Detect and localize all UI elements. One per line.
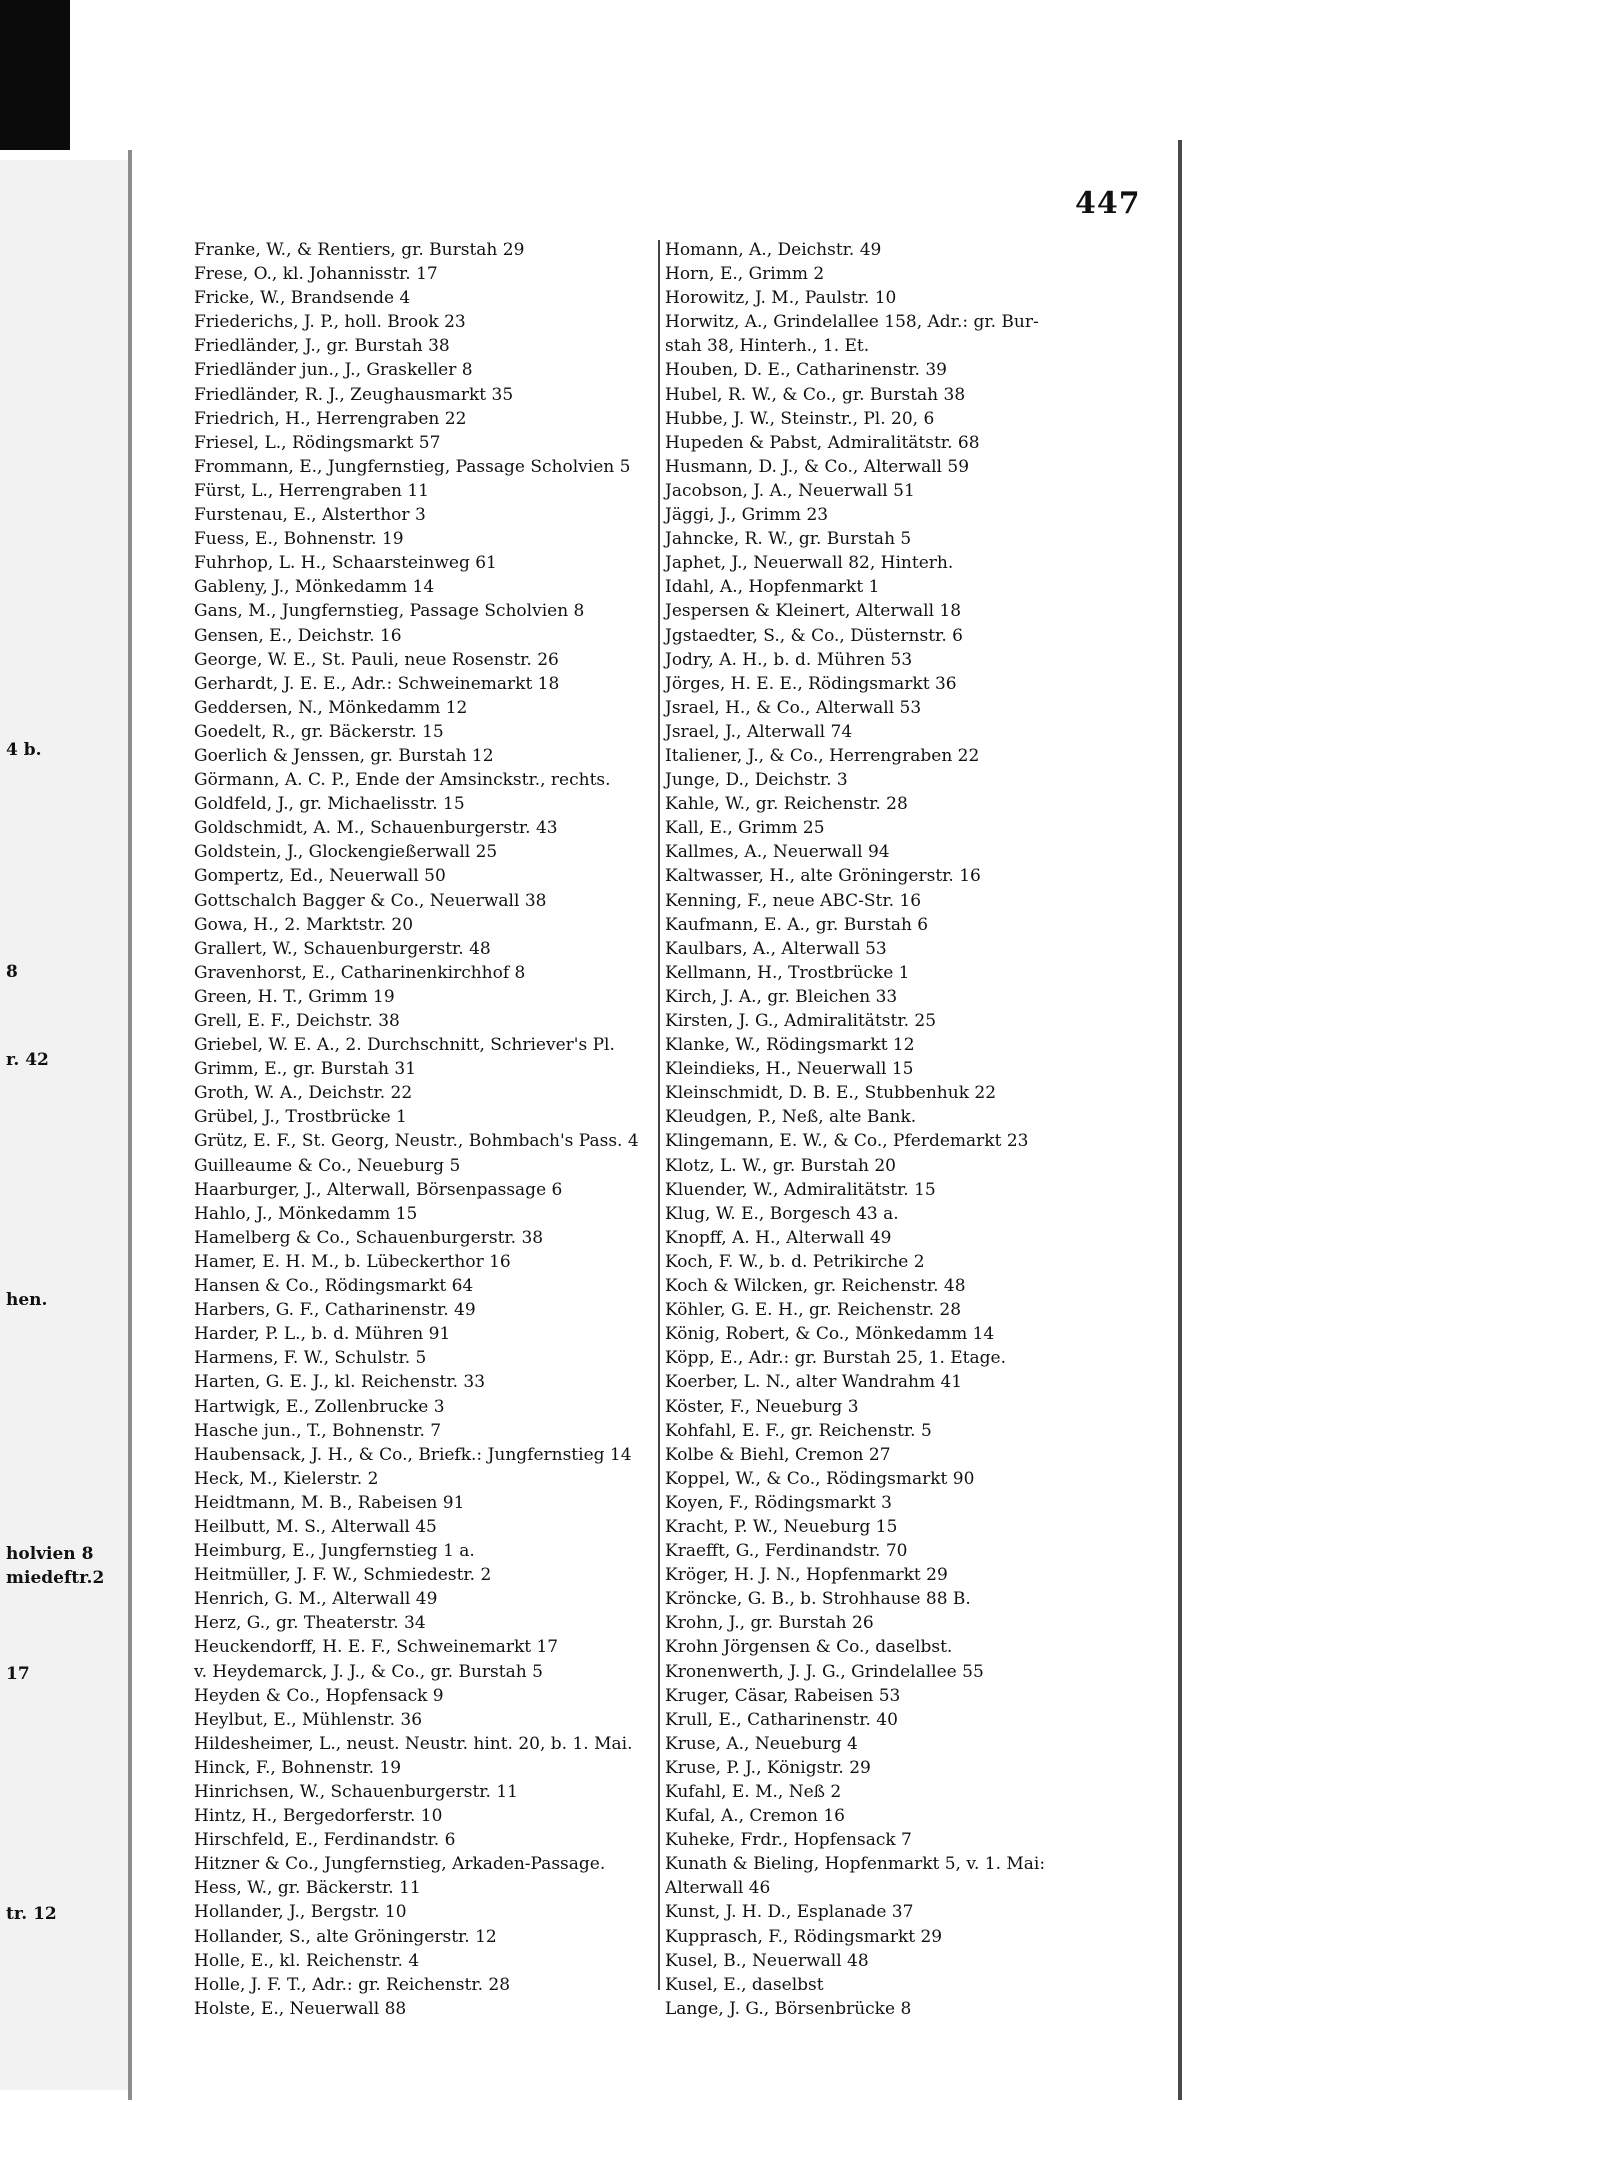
directory-entry: Heyden & Co., Hopfensack 9 [194, 1685, 444, 1706]
directory-entry: Koerber, L. N., alter Wandrahm 41 [665, 1372, 963, 1393]
directory-entry: Gensen, E., Deichstr. 16 [194, 625, 402, 646]
directory-entry: Frommann, E., Jungfernstieg, Passage Scholvien 5 [194, 456, 631, 477]
directory-entry: Hupeden & Pabst, Admiralitätstr. 68 [665, 432, 980, 453]
directory-entry: Grübel, J., Trostbrücke 1 [194, 1107, 407, 1128]
directory-entry: Friedländer, R. J., Zeughausmarkt 35 [194, 384, 514, 405]
directory-entry: Kusel, B., Neuerwall 48 [665, 1950, 869, 1971]
directory-entry: Köpp, E., Adr.: gr. Burstah 25, 1. Etage. [665, 1348, 1006, 1369]
directory-entry: Gans, M., Jungfernstieg, Passage Scholvien 8 [194, 601, 585, 622]
directory-entry: Harten, G. E. J., kl. Reichenstr. 33 [194, 1372, 486, 1393]
directory-entry: Heitmüller, J. F. W., Schmiedestr. 2 [194, 1565, 492, 1586]
directory-entry: Fricke, W., Brandsende 4 [194, 288, 411, 309]
directory-entry: Hartwigk, E., Zollenbrucke 3 [194, 1396, 445, 1417]
directory-entry: Koyen, F., Rödingsmarkt 3 [665, 1492, 892, 1513]
directory-entry: Jsrael, J., Alterwall 74 [665, 721, 853, 742]
directory-entry: v. Heydemarck, J. J., & Co., gr. Burstah 5 [194, 1661, 543, 1682]
directory-entry: Krohn Jörgensen & Co., daselbst. [665, 1637, 953, 1658]
directory-column-left [194, 238, 684, 2021]
directory-entry: Koppel, W., & Co., Rödingsmarkt 90 [665, 1468, 975, 1489]
directory-entry: Jespersen & Kleinert, Alterwall 18 [665, 601, 962, 622]
directory-entry: Gravenhorst, E., Catharinenkirchhof 8 [194, 962, 526, 983]
directory-entry: Holle, E., kl. Reichenstr. 4 [194, 1950, 420, 1971]
directory-entry: Gerhardt, J. E. E., Adr.: Schweinemarkt 18 [194, 673, 560, 694]
directory-entry: Heuckendorff, H. E. F., Schweinemarkt 17 [194, 1637, 559, 1658]
directory-entry: Hansen & Co., Rödingsmarkt 64 [194, 1276, 474, 1297]
directory-entry: Hamelberg & Co., Schauenburgerstr. 38 [194, 1227, 544, 1248]
directory-entry: Goerlich & Jenssen, gr. Burstah 12 [194, 745, 494, 766]
left-page-text-fragment: holvien 8 [6, 1544, 94, 1564]
directory-entry: Frese, O., kl. Johannisstr. 17 [194, 264, 438, 285]
directory-entry: Groth, W. A., Deichstr. 22 [194, 1083, 413, 1104]
directory-entry: Kufal, A., Cremon 16 [665, 1806, 845, 1827]
directory-entry: Klanke, W., Rödingsmarkt 12 [665, 1035, 915, 1056]
directory-entry: Kaufmann, E. A., gr. Burstah 6 [665, 914, 929, 935]
directory-entry: Herz, G., gr. Theaterstr. 34 [194, 1613, 426, 1634]
directory-entry: Krohn, J., gr. Burstah 26 [665, 1613, 874, 1634]
directory-entry: Kirsten, J. G., Admiralitätstr. 25 [665, 1011, 937, 1031]
directory-entry: Kuheke, Frdr., Hopfensack 7 [665, 1830, 912, 1851]
directory-entry: Heylbut, E., Mühlenstr. 36 [194, 1709, 423, 1730]
left-page-text-fragment: 4 b. [6, 740, 42, 760]
directory-entry: Kallmes, A., Neuerwall 94 [665, 842, 890, 863]
directory-entry: Hinrichsen, W., Schauenburgerstr. 11 [194, 1782, 518, 1802]
directory-entry: Fürst, L., Herrengraben 11 [194, 480, 429, 501]
directory-entry: Kirch, J. A., gr. Bleichen 33 [665, 986, 898, 1007]
directory-entry: Lange, J. G., Börsenbrücke 8 [665, 1998, 912, 2019]
scan-margin [0, 2110, 1600, 2177]
directory-entry: Görmann, A. C. P., Ende der Amsinckstr., rechts. [194, 770, 611, 791]
directory-entry: Hubel, R. W., & Co., gr. Burstah 38 [665, 384, 966, 405]
directory-entry: Kohfahl, E. F., gr. Reichenstr. 5 [665, 1420, 932, 1441]
directory-entry: Friederichs, J. P., holl. Brook 23 [194, 312, 466, 333]
directory-entry: Kleudgen, P., Neß, alte Bank. [665, 1107, 917, 1128]
directory-entry: Jahncke, R. W., gr. Burstah 5 [665, 529, 912, 550]
directory-entry: Jgstaedter, S., & Co., Düsternstr. 6 [665, 625, 963, 646]
directory-entry: Heck, M., Kielerstr. 2 [194, 1468, 379, 1489]
directory-entry: Gableny, J., Mönkedamm 14 [194, 577, 435, 598]
directory-entry: Goedelt, R., gr. Bäckerstr. 15 [194, 721, 444, 742]
directory-entry: Kunst, J. H. D., Esplanade 37 [665, 1902, 914, 1923]
directory-entry: Italiener, J., & Co., Herrengraben 22 [665, 745, 980, 766]
directory-entry: Heilbutt, M. S., Alterwall 45 [194, 1516, 437, 1537]
left-page-text-fragment: 17 [6, 1664, 30, 1684]
directory-entry: Haarburger, J., Alterwall, Börsenpassage 6 [194, 1179, 563, 1200]
directory-entry: Goldschmidt, A. M., Schauenburgerstr. 43 [194, 818, 558, 839]
directory-entry: Furstenau, E., Alsterthor 3 [194, 505, 426, 526]
directory-entry: Hitzner & Co., Jungfernstieg, Arkaden-Passage. [194, 1854, 606, 1875]
directory-entry: Holle, J. F. T., Adr.: gr. Reichenstr. 28 [194, 1974, 511, 1995]
directory-entry: Krull, E., Catharinenstr. 40 [665, 1709, 898, 1730]
directory-entry: Jsrael, H., & Co., Alterwall 53 [665, 697, 922, 718]
directory-entry: Japhet, J., Neuerwall 82, Hinterh. [665, 553, 954, 574]
directory-entry: Hinck, F., Bohnenstr. 19 [194, 1757, 402, 1778]
directory-entry: Goldstein, J., Glockengießerwall 25 [194, 842, 498, 863]
directory-entry: Hollander, S., alte Gröningerstr. 12 [194, 1926, 497, 1947]
directory-entry: Kraefft, G., Ferdinandstr. 70 [665, 1541, 908, 1562]
directory-entry: Harder, P. L., b. d. Mühren 91 [194, 1324, 451, 1345]
directory-entry: Hahlo, J., Mönkedamm 15 [194, 1203, 418, 1224]
directory-entry: Koch, F. W., b. d. Petrikirche 2 [665, 1251, 925, 1272]
directory-entry: Harmens, F. W., Schulstr. 5 [194, 1348, 427, 1369]
directory-entry: Kaulbars, A., Alterwall 53 [665, 938, 887, 959]
directory-entry: Kenning, F., neue ABC-Str. 16 [665, 890, 922, 911]
scanner-black-bar [0, 0, 70, 150]
directory-entry: Klotz, L. W., gr. Burstah 20 [665, 1155, 896, 1176]
directory-entry: Hasche jun., T., Bohnenstr. 7 [194, 1420, 442, 1441]
directory-entry: Jodry, A. H., b. d. Mühren 53 [665, 649, 913, 670]
directory-entry: Hirschfeld, E., Ferdinandstr. 6 [194, 1830, 456, 1851]
directory-entry: Köhler, G. E. H., gr. Reichenstr. 28 [665, 1300, 962, 1321]
directory-entry: Friedrich, H., Herrengraben 22 [194, 408, 467, 429]
directory-entry: Griebel, W. E. A., 2. Durchschnitt, Schriever's Pl. [194, 1035, 615, 1056]
directory-entry: Kronenwerth, J. J. G., Grindelallee 55 [665, 1661, 984, 1682]
directory-entry: Jörges, H. E. E., Rödingsmarkt 36 [665, 673, 957, 694]
directory-entry: Fuess, E., Bohnenstr. 19 [194, 529, 404, 550]
directory-entry: Geddersen, N., Mönkedamm 12 [194, 697, 468, 718]
directory-entry: Goldfeld, J., gr. Michaelisstr. 15 [194, 794, 465, 815]
directory-entry: Kleindieks, H., Neuerwall 15 [665, 1059, 914, 1080]
directory-entry: Kluender, W., Admiralitätstr. 15 [665, 1179, 936, 1200]
page-number: 447 [1075, 186, 1141, 221]
directory-entry: Idahl, A., Hopfenmarkt 1 [665, 577, 880, 598]
left-page-text-fragment: tr. 12 [6, 1904, 57, 1924]
directory-entry: Kracht, P. W., Neueburg 15 [665, 1516, 898, 1537]
directory-entry: König, Robert, & Co., Mönkedamm 14 [665, 1324, 995, 1345]
directory-entry: Grallert, W., Schauenburgerstr. 48 [194, 938, 491, 959]
directory-entry: Grell, E. F., Deichstr. 38 [194, 1011, 400, 1031]
left-page-text-fragment: miedeftr.2 [6, 1568, 105, 1588]
directory-entry: Kröncke, G. B., b. Strohhause 88 B. [665, 1589, 971, 1610]
directory-entry: Grütz, E. F., St. Georg, Neustr., Bohmbach's Pass. 4 [194, 1131, 639, 1152]
directory-entry: Harbers, G. F., Catharinenstr. 49 [194, 1300, 476, 1321]
directory-entry: Grimm, E., gr. Burstah 31 [194, 1059, 417, 1080]
left-page-text-fragment: r. 42 [6, 1050, 49, 1070]
directory-entry: Haubensack, J. H., & Co., Briefk.: Jungfernstieg 14 [194, 1444, 632, 1465]
directory-entry: Hamer, E. H. M., b. Lübeckerthor 16 [194, 1251, 511, 1272]
directory-entry: Klingemann, E. W., & Co., Pferdemarkt 23 [665, 1131, 1029, 1152]
directory-entry: Junge, D., Deichstr. 3 [665, 770, 848, 791]
directory-entry: Holste, E., Neuerwall 88 [194, 1998, 407, 2019]
directory-entry: Guilleaume & Co., Neueburg 5 [194, 1155, 461, 1176]
directory-entry: Hess, W., gr. Bäckerstr. 11 [194, 1878, 421, 1899]
directory-entry: Jacobson, J. A., Neuerwall 51 [665, 480, 915, 501]
left-page-fragment [0, 160, 132, 2090]
directory-entry: Klug, W. E., Borgesch 43 a. [665, 1203, 899, 1224]
directory-entry: Kleinschmidt, D. B. E., Stubbenhuk 22 [665, 1083, 997, 1104]
directory-entry: Koch & Wilcken, gr. Reichenstr. 48 [665, 1276, 966, 1297]
directory-entry: Kruse, A., Neueburg 4 [665, 1733, 858, 1754]
directory-entry: Hintz, H., Bergedorferstr. 10 [194, 1806, 443, 1827]
directory-entry: Husmann, D. J., & Co., Alterwall 59 [665, 456, 970, 477]
directory-entry: Kellmann, H., Trostbrücke 1 [665, 962, 910, 983]
directory-entry: Heimburg, E., Jungfernstieg 1 a. [194, 1541, 475, 1562]
directory-entry: Hollander, J., Bergstr. 10 [194, 1902, 407, 1923]
directory-entry: Friedländer jun., J., Graskeller 8 [194, 360, 473, 381]
directory-entry: Horowitz, J. M., Paulstr. 10 [665, 288, 897, 309]
directory-entry: Kruse, P. J., Königstr. 29 [665, 1757, 871, 1778]
directory-entry: Houben, D. E., Catharinenstr. 39 [665, 360, 947, 381]
directory-entry: Jäggi, J., Grimm 23 [665, 505, 829, 526]
page-gutter [128, 150, 132, 2100]
directory-entry: stah 38, Hinterh., 1. Et. [665, 336, 870, 357]
directory-entry: Gompertz, Ed., Neuerwall 50 [194, 866, 446, 887]
directory-entry: Knopff, A. H., Alterwall 49 [665, 1227, 892, 1248]
directory-column-right [665, 238, 1175, 2021]
directory-entry: Friedländer, J., gr. Burstah 38 [194, 336, 450, 357]
directory-entry: Kaltwasser, H., alte Gröningerstr. 16 [665, 866, 981, 887]
directory-entry: Kruger, Cäsar, Rabeisen 53 [665, 1685, 901, 1706]
directory-entry: Fuhrhop, L. H., Schaarsteinweg 61 [194, 553, 497, 574]
directory-entry: Horn, E., Grimm 2 [665, 264, 825, 285]
directory-entry: Horwitz, A., Grindelallee 158, Adr.: gr. Bur- [665, 312, 1039, 333]
directory-entry: Gowa, H., 2. Marktstr. 20 [194, 914, 414, 935]
directory-entry: Henrich, G. M., Alterwall 49 [194, 1589, 438, 1610]
directory-entry: Gottschalch Bagger & Co., Neuerwall 38 [194, 890, 547, 911]
left-page-text-fragment: hen. [6, 1290, 48, 1310]
directory-entry: Alterwall 46 [665, 1878, 771, 1899]
directory-entry: George, W. E., St. Pauli, neue Rosenstr. 26 [194, 649, 559, 670]
directory-entry: Franke, W., & Rentiers, gr. Burstah 29 [194, 240, 525, 260]
directory-entry: Homann, A., Deichstr. 49 [665, 240, 882, 260]
directory-entry: Kröger, H. J. N., Hopfenmarkt 29 [665, 1565, 948, 1586]
directory-entry: Kusel, E., daselbst [665, 1974, 824, 1995]
left-page-text-fragment: 8 [6, 962, 18, 982]
directory-entry: Köster, F., Neueburg 3 [665, 1396, 859, 1417]
directory-entry: Kahle, W., gr. Reichenstr. 28 [665, 794, 908, 815]
directory-entry: Friesel, L., Rödingsmarkt 57 [194, 432, 441, 453]
directory-entry: Hildesheimer, L., neust. Neustr. hint. 20, b. 1. Mai. [194, 1733, 633, 1754]
directory-entry: Kall, E., Grimm 25 [665, 818, 825, 839]
directory-entry: Kolbe & Biehl, Cremon 27 [665, 1444, 891, 1465]
directory-entry: Kupprasch, F., Rödingsmarkt 29 [665, 1926, 943, 1947]
directory-entry: Hubbe, J. W., Steinstr., Pl. 20, 6 [665, 408, 935, 429]
directory-entry: Kufahl, E. M., Neß 2 [665, 1782, 842, 1802]
directory-entry: Heidtmann, M. B., Rabeisen 91 [194, 1492, 465, 1513]
directory-entry: Kunath & Bieling, Hopfenmarkt 5, v. 1. Mai: [665, 1854, 1046, 1875]
directory-entry: Green, H. T., Grimm 19 [194, 986, 395, 1007]
